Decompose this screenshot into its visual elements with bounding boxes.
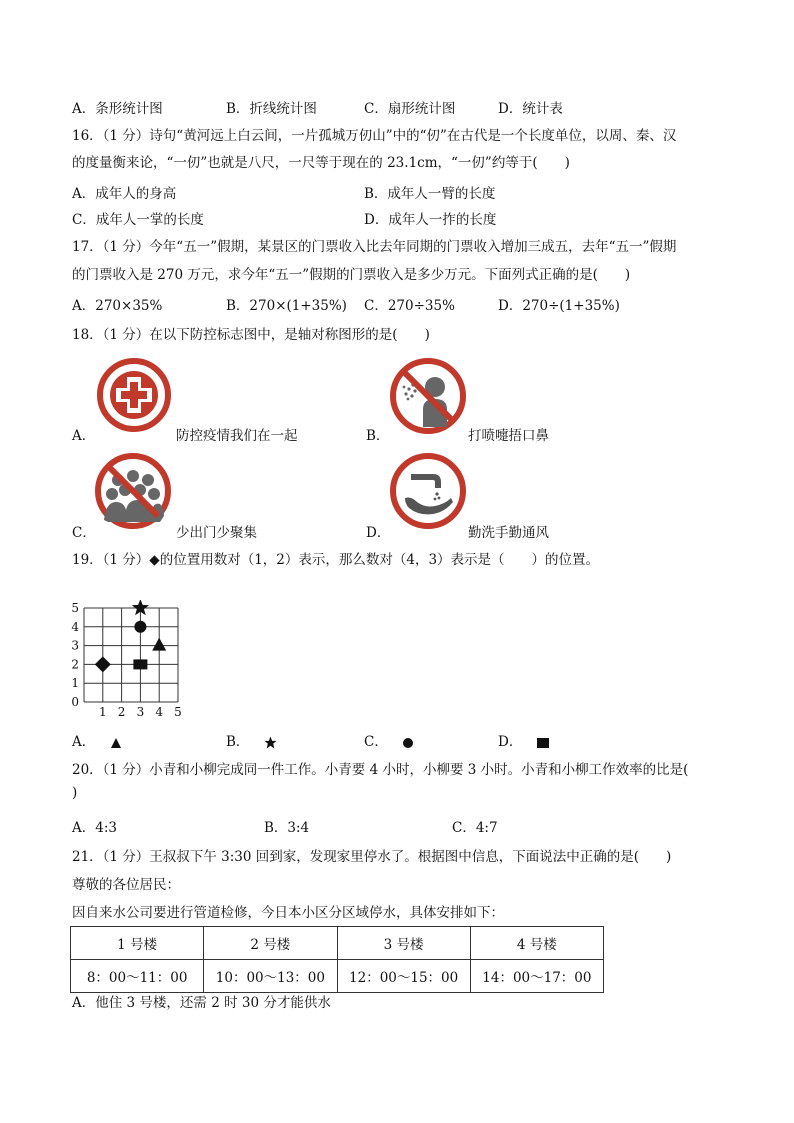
q15-option-a: A．条形统计图 bbox=[72, 101, 163, 117]
q18-stem: 18．（1 分）在以下防控标志图中，是轴对称图形的是( ) bbox=[72, 327, 430, 343]
no-sneezing-icon bbox=[389, 357, 467, 435]
q18-option-c-caption: 少出门少聚集 bbox=[176, 525, 257, 541]
table-header-cell: 3 号楼 bbox=[337, 927, 470, 960]
water-outage-table bbox=[70, 926, 604, 993]
x-tick-label: 2 bbox=[117, 705, 126, 719]
q18-option-a-caption: 防控疫情我们在一起 bbox=[176, 428, 298, 444]
q17-option-c: C．270÷35% bbox=[364, 298, 455, 314]
q19-option-c-letter: C． bbox=[364, 734, 388, 750]
table-header-cell: 1 号楼 bbox=[71, 927, 204, 960]
q20-stem-line2: ) bbox=[72, 785, 78, 801]
q16-stem-line1: 16．（1 分）诗句“黄河远上白云间，一片孤城万仞山”中的“仞”在古代是一个长度单位，以周、秦、汉 bbox=[72, 128, 677, 144]
table-cell: 12：00～15：00 bbox=[337, 960, 470, 993]
x-tick-label: 1 bbox=[98, 705, 107, 719]
q18-option-d-caption: 勤洗手勤通风 bbox=[468, 525, 549, 541]
q19-option-a-letter: A． bbox=[72, 734, 96, 750]
q17-option-a: A．270×35% bbox=[72, 298, 163, 314]
q16-stem-line2: 的度量衡来论，“一仞”也就是八尺，一尺等于现在的 23.1cm，“一仞”约等于( ) bbox=[72, 155, 570, 171]
q16-option-a: A．成年人的身高 bbox=[72, 186, 177, 202]
y-tick-label: 4 bbox=[71, 619, 79, 634]
table-header-row bbox=[71, 927, 604, 960]
q19-option-c bbox=[364, 730, 414, 750]
q16-option-d: D．成年人一拃的长度 bbox=[364, 212, 497, 228]
x-tick-label: 4 bbox=[155, 705, 164, 719]
y-tick-label: 5 bbox=[71, 601, 79, 615]
q17-stem-line2: 的门票收入是 270 万元，求今年“五一”假期的门票收入是多少万元。下面列式正确的是( ) bbox=[72, 267, 631, 283]
q21-option-a: A．他住 3 号楼，还需 2 时 30 分才能供水 bbox=[72, 995, 331, 1011]
notice-greeting: 尊敬的各位居民： bbox=[72, 877, 180, 893]
table-header-cell: 2 号楼 bbox=[204, 927, 337, 960]
table-row bbox=[71, 960, 604, 993]
table-cell: 14：00～17：00 bbox=[470, 960, 603, 993]
x-tick-label: 3 bbox=[136, 705, 145, 719]
table-header-cell: 4 号楼 bbox=[470, 927, 603, 960]
q16-option-c: C．成年人一掌的长度 bbox=[72, 212, 204, 228]
q18-option-b-letter: B． bbox=[366, 428, 390, 444]
q17-option-b: B．270×(1+35%) bbox=[226, 298, 347, 314]
y-tick-label: 1 bbox=[71, 676, 79, 691]
q18-option-b-caption: 打喷嚏捂口鼻 bbox=[468, 428, 549, 444]
y-tick-label: 2 bbox=[71, 657, 79, 672]
q17-stem-line1: 17．（1 分）今年“五一”假期，某景区的门票收入比去年同期的门票收入增加三成五，去年“五一”假期 bbox=[72, 239, 677, 255]
q19-stem: 19．（1 分）◆的位置用数对（1，2）表示，那么数对（4，3）表示是（ ）的位置。 bbox=[72, 552, 600, 568]
q20-option-c: C．4:7 bbox=[452, 820, 498, 836]
triangle-icon bbox=[110, 737, 122, 749]
q20-option-b: B．3:4 bbox=[264, 820, 310, 836]
q19-option-b-letter: B． bbox=[226, 734, 250, 750]
star-icon bbox=[264, 736, 277, 749]
no-crowd-icon bbox=[94, 452, 172, 530]
q19-option-d bbox=[498, 730, 549, 750]
table-cell: 10：00～13：00 bbox=[204, 960, 337, 993]
square-icon bbox=[537, 738, 549, 748]
x-tick-label: 5 bbox=[174, 705, 182, 719]
grid-point-triangle bbox=[152, 638, 166, 651]
q16-option-b: B．成年人一臂的长度 bbox=[364, 186, 496, 202]
grid-point-diamond bbox=[95, 656, 111, 672]
q19-option-d-letter: D． bbox=[498, 734, 523, 750]
q17-option-d: D．270÷(1+35%) bbox=[498, 298, 620, 314]
notice-body: 因自来水公司要进行管道检修，今日本小区分区域停水，具体安排如下： bbox=[72, 905, 504, 921]
grid-point-circle bbox=[134, 621, 146, 633]
q18-option-d-letter: D． bbox=[366, 525, 391, 541]
grid-point-square bbox=[133, 659, 147, 669]
circle-icon bbox=[402, 737, 414, 749]
q20-stem-line1: 20．（1 分）小青和小柳完成同一件工作。小青要 4 小时，小柳要 3 小时。小青和小柳工作效率的比是( bbox=[72, 762, 689, 778]
q19-option-b bbox=[226, 730, 277, 750]
q21-stem: 21．（1 分）王叔叔下午 3:30 回到家，发现家里停水了。根据图中信息，下面说法中正确的是( ) bbox=[72, 849, 672, 865]
red-cross-icon bbox=[96, 357, 172, 433]
q15-option-c: C．扇形统计图 bbox=[364, 101, 456, 117]
q19-option-a bbox=[72, 730, 122, 750]
table-cell: 8：00～11：00 bbox=[71, 960, 204, 993]
q15-option-b: B．折线统计图 bbox=[226, 101, 317, 117]
q18-option-a-letter: A． bbox=[72, 428, 96, 444]
q20-option-a: A．4:3 bbox=[72, 820, 117, 836]
y-tick-label: 3 bbox=[71, 638, 79, 653]
q18-option-c-letter: C． bbox=[72, 525, 96, 541]
coordinate-grid bbox=[68, 600, 188, 722]
q15-option-d: D．统计表 bbox=[498, 101, 563, 117]
hand-washing-icon bbox=[389, 452, 467, 530]
y-tick-label: 0 bbox=[71, 695, 79, 709]
